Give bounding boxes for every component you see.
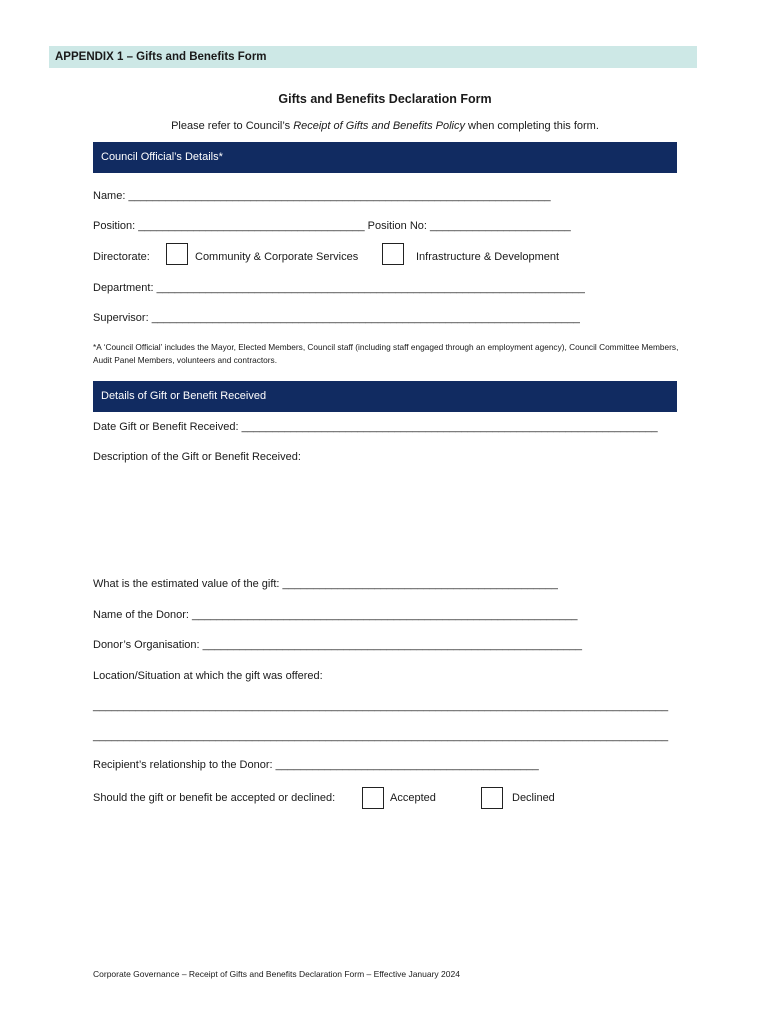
date-received-field[interactable]: Date Gift or Benefit Received: ____________________________________________________________________ bbox=[93, 421, 658, 433]
option-declined: Declined bbox=[512, 792, 555, 804]
checkbox-declined[interactable] bbox=[481, 787, 503, 809]
page-footer: Corporate Governance – Receipt of Gifts and Benefits Declaration Form – Effective January 2024 bbox=[93, 969, 460, 979]
donor-name-field[interactable]: Name of the Donor: _______________________________________________________________ bbox=[93, 609, 578, 621]
position-field[interactable]: Position: _____________________________________ Position No: _______________________ bbox=[93, 220, 571, 232]
description-label: Description of the Gift or Benefit Received: bbox=[93, 451, 301, 463]
section-header-official-details: Council Official’s Details* bbox=[93, 142, 677, 173]
policy-name: Receipt of Gifts and Benefits Policy bbox=[293, 120, 465, 132]
supervisor-field[interactable]: Supervisor: ______________________________________________________________________ bbox=[93, 312, 580, 324]
name-field[interactable]: Name: _____________________________________________________________________ bbox=[93, 190, 551, 202]
department-field[interactable]: Department: ______________________________________________________________________ bbox=[93, 282, 585, 294]
relationship-field[interactable]: Recipient’s relationship to the Donor: ___________________________________________ bbox=[93, 759, 539, 771]
donor-organisation-field[interactable]: Donor’s Organisation: ______________________________________________________________ bbox=[93, 639, 582, 651]
option-accepted: Accepted bbox=[390, 792, 436, 804]
instructions-text-after: when completing this form. bbox=[465, 120, 599, 132]
form-instructions bbox=[0, 120, 770, 132]
form-title: Gifts and Benefits Declaration Form bbox=[278, 92, 492, 106]
decision-label: Should the gift or benefit be accepted or declined: bbox=[93, 792, 336, 804]
option-infrastructure-development: Infrastructure & Development bbox=[416, 251, 560, 263]
estimated-value-field[interactable]: What is the estimated value of the gift: _____________________________________________ bbox=[93, 578, 558, 590]
location-line-2[interactable]: ______________________________________________________________________________________________ bbox=[93, 730, 669, 742]
checkbox-community-corporate[interactable] bbox=[166, 243, 188, 265]
location-line-1[interactable]: ______________________________________________________________________________________________ bbox=[93, 700, 669, 712]
option-community-corporate: Community & Corporate Services bbox=[195, 251, 359, 263]
instructions-text-before: Please refer to Council’s bbox=[171, 120, 294, 132]
council-official-note: *A ‘Council Official’ includes the Mayor, Elected Members, Council staff (including staff engaged through an employment agency), Council Committee Members, Audit Panel Members, volunteers and contractors. bbox=[93, 342, 679, 365]
section-header-gift-details: Details of Gift or Benefit Received bbox=[93, 381, 677, 412]
location-label: Location/Situation at which the gift was offered: bbox=[93, 670, 323, 682]
directorate-label: Directorate: bbox=[93, 251, 150, 263]
checkbox-accepted[interactable] bbox=[362, 787, 384, 809]
appendix-heading: APPENDIX 1 – Gifts and Benefits Form bbox=[49, 46, 697, 68]
checkbox-infrastructure-development[interactable] bbox=[382, 243, 404, 265]
